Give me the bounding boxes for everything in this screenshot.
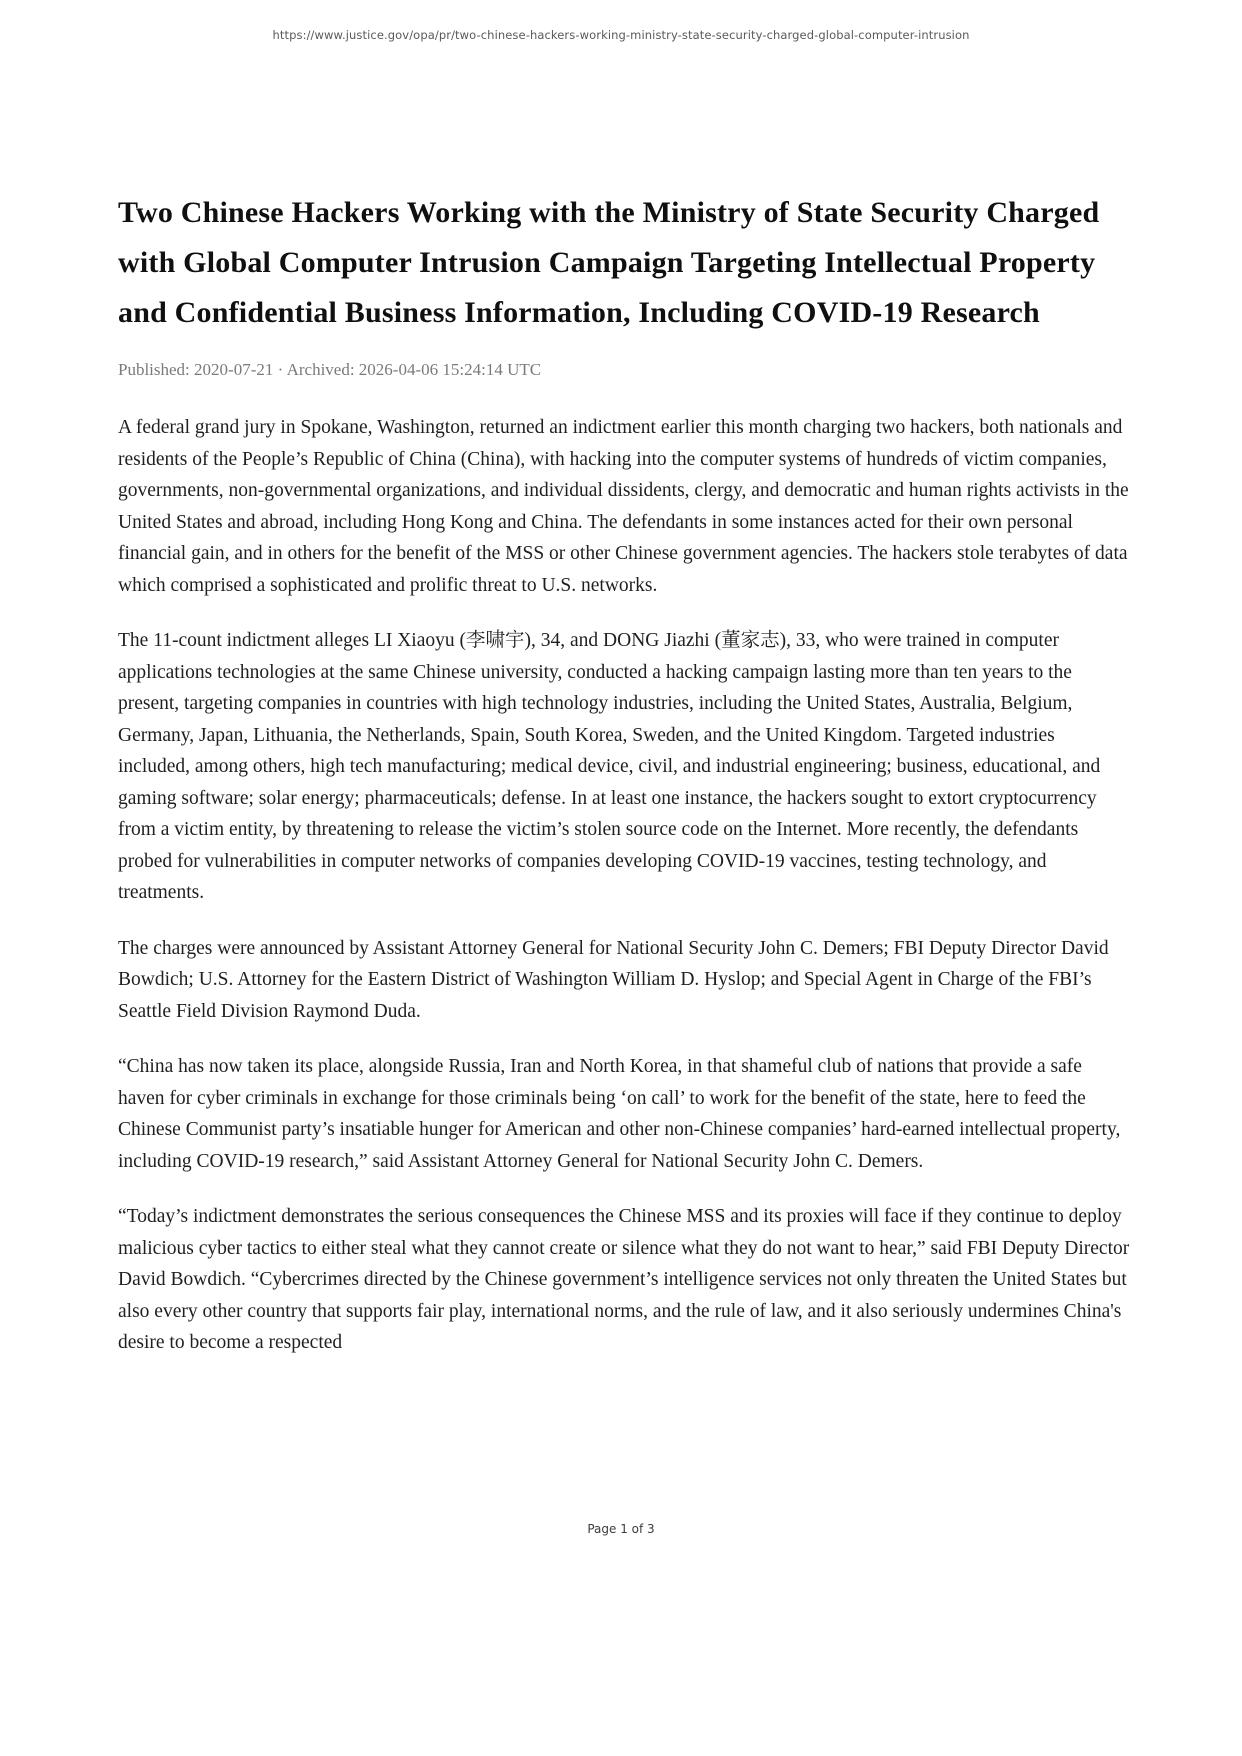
document-url: https://www.justice.gov/opa/pr/two-chinese-hackers-working-ministry-state-security-charged-global-computer-intrusion [272,28,970,42]
publish-meta: Published: 2020-07-21 · Archived: 2026-04-06 15:24:14 UTC [118,360,542,379]
page-number: Page 1 of 3 [587,1522,655,1536]
document-page [118,188,1130,1383]
body-paragraph: The charges were announced by Assistant Attorney General for National Security John C. Demers; FBI Deputy Director David Bowdich; U.S. Attorney for the Eastern District of Washington William D. Hyslop; and Special Agent in Charge of the FBI’s Seattle Field Division Raymond Duda. [118,937,1109,1022]
body-paragraph: The 11-count indictment alleges LI Xiaoyu (李啸宇), 34, and DONG Jiazhi (董家志), 33, who were trained in computer applications technologies at the same Chinese university, conducted a hacking campaign lasting more than ten years to the present, targeting companies in countries with high technology industries, including the United States, Australia, Belgium, Germany, Japan, Lithuania, the Netherlands, Spain, South Korea, Sweden, and the United Kingdom. Targeted industries included, among others, high tech manufacturing; medical device, civil, and industrial engineering; business, educational, and gaming software; solar energy; pharmaceuticals; defense. In at least one instance, the hackers sought to extort cryptocurrency from a victim entity, by threatening to release the victim’s stolen source code on the Internet. More recently, the defendants probed for vulnerabilities in computer networks of companies developing COVID-19 vaccines, testing technology, and treatments. [118,630,1101,903]
body-paragraph: “China has now taken its place, alongside Russia, Iran and North Korea, in that shameful club of nations that provide a safe haven for cyber criminals in exchange for those criminals being ‘on call’ to work for the benefit of the state, here to feed the Chinese Communist party’s insatiable hunger for American and other non-Chinese companies’ hard-earned intellectual property, including COVID-19 research,” said Assistant Attorney General for National Security John C. Demers. [118,1056,1121,1172]
body-paragraph: A federal grand jury in Spokane, Washington, returned an indictment earlier this month charging two hackers, both nationals and residents of the People’s Republic of China (China), with hacking into the computer systems of hundreds of victim companies, governments, non-governmental organizations, and individual dissidents, clergy, and democratic and human rights activists in the United States and abroad, including Hong Kong and China. The defendants in some instances acted for their own personal financial gain, and in others for the benefit of the MSS or other Chinese government agencies. The hackers stole terabytes of data which comprised a sophisticated and prolific threat to U.S. networks. [118,417,1129,596]
article-title: Two Chinese Hackers Working with the Ministry of State Security Charged with Global Computer Intrusion Campaign Targeting Intellectual Property and Confidential Business Information, Including COVID-19 Research [118,196,1100,329]
body-paragraph: “Today’s indictment demonstrates the serious consequences the Chinese MSS and its proxies will face if they continue to deploy malicious cyber tactics to either steal what they cannot create or silence what they do not want to hear,” said FBI Deputy Director David Bowdich. “Cybercrimes directed by the Chinese government’s intelligence services not only threaten the United States but also every other country that supports fair play, international norms, and the rule of law, and it also seriously undermines China's desire to become a respected [118,1206,1130,1353]
